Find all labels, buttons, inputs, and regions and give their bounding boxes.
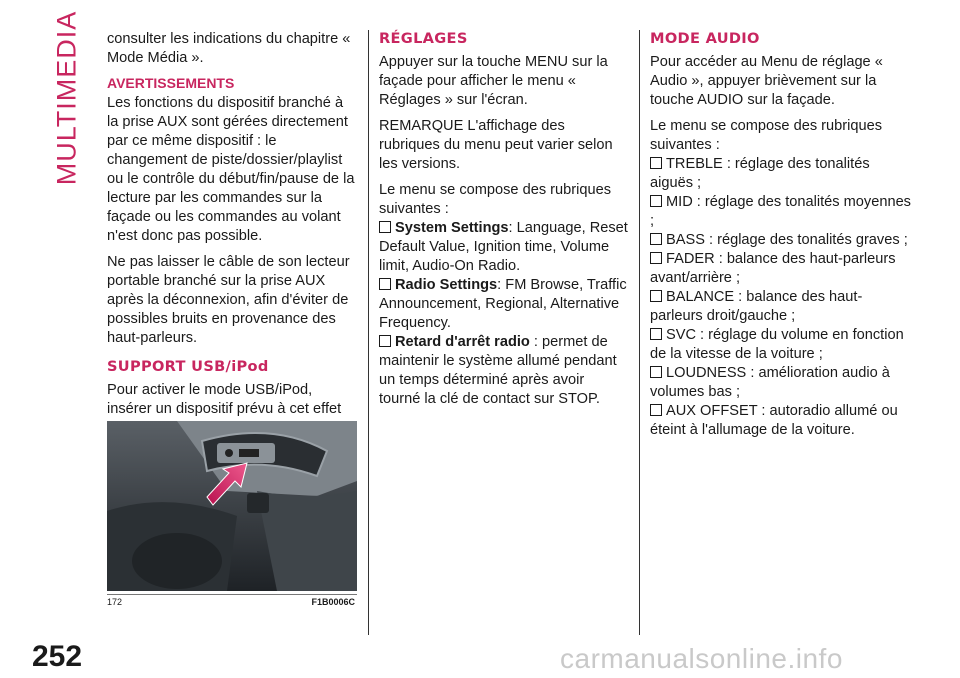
usb-paragraph: Pour activer le mode USB/iPod, insérer un dispositif prévu à cet effet [107, 382, 342, 417]
warning-paragraph: Ne pas laisser le câble de son lecteur portable branché sur la prise AUX après la déconnexion, afin d'éviter de possibles bruits en provenance des haut-parleurs. [107, 254, 350, 346]
settings-heading: RÉGLAGES [379, 30, 468, 47]
column-divider [639, 30, 640, 635]
warning-paragraph: Les fonctions du dispositif branché à la prise AUX sont gérées directement par ce même dispositif : le changement de piste/dossier/playlist ou le contrôle du début/fin/pause de la lecture par les commandes sur la façade ou les commandes au volant n'est donc pas possible. [107, 95, 355, 244]
settings-paragraph: Appuyer sur la touche MENU sur la façade pour afficher le menu « Réglages » sur l'écran. [379, 54, 608, 108]
section-tab [51, 10, 82, 186]
column-divider [368, 30, 369, 635]
checkbox-bullet-icon [379, 335, 391, 347]
page-number: 252 [32, 640, 83, 673]
audio-paragraph: Pour accéder au Menu de réglage « Audio », appuyer brièvement sur la touche AUDIO sur la façade. [650, 54, 883, 108]
checkbox-bullet-icon [650, 233, 662, 245]
list-item: BASS : réglage des tonalités graves ; [650, 231, 912, 250]
figure-number: 172 [107, 597, 123, 607]
column-3 [650, 30, 912, 440]
checkbox-bullet-icon [650, 290, 662, 302]
audio-heading: MODE AUDIO [650, 30, 760, 47]
checkbox-bullet-icon [650, 404, 662, 416]
list-item: Retard d'arrêt radio : permet de maintenir le système allumé pendant un temps déterminé après avoir tourné la clé de contact sur STOP. [379, 334, 617, 407]
list-item: LOUDNESS : amélioration audio à volumes bas ; [650, 365, 890, 400]
column-2 [379, 30, 629, 409]
list-item: Radio Settings: FM Browse, Traffic Announcement, Regional, Alternative Frequency. [379, 277, 627, 331]
figure-caption [107, 594, 357, 609]
list-item: FADER : balance des haut-parleurs avant/arrière ; [650, 251, 896, 286]
warnings-heading: AVERTISSEMENTS [107, 75, 235, 91]
usb-heading: SUPPORT USB/iPod [107, 358, 269, 375]
column-1 [107, 30, 357, 464]
checkbox-bullet-icon [650, 195, 662, 207]
figure-code: F1B0006C [311, 597, 355, 607]
settings-note: REMARQUE L'affichage des rubriques du menu peut varier selon les versions. [379, 118, 613, 172]
list-item: SVC : réglage du volume en fonction de la vitesse de la voiture ; [650, 327, 904, 362]
checkbox-bullet-icon [650, 157, 662, 169]
list-item: System Settings: Language, Reset Default Value, Ignition time, Volume limit, Audio-On Radio. [379, 220, 628, 274]
list-item: AUX OFFSET : autoradio allumé ou éteint à l'allumage de la voiture. [650, 403, 898, 438]
intro-text: consulter les indications du chapitre « Mode Média ». [107, 31, 351, 66]
checkbox-bullet-icon [650, 366, 662, 378]
watermark: carmanualsonline.info [560, 643, 843, 674]
list-item: BALANCE : balance des haut-parleurs droit/gauche ; [650, 289, 863, 324]
checkbox-bullet-icon [650, 252, 662, 264]
list-item: MID : réglage des tonalités moyennes ; [650, 194, 911, 229]
section-tab-label: MULTIMEDIA [51, 10, 82, 186]
checkbox-bullet-icon [650, 328, 662, 340]
checkbox-bullet-icon [379, 278, 391, 290]
settings-paragraph: Le menu se compose des rubriques suivantes : [379, 182, 612, 217]
list-item: TREBLE : réglage des tonalités aiguës ; [650, 156, 870, 191]
checkbox-bullet-icon [379, 221, 391, 233]
usb-port-photo [107, 421, 357, 591]
audio-paragraph: Le menu se compose des rubriques suivantes : [650, 118, 883, 153]
